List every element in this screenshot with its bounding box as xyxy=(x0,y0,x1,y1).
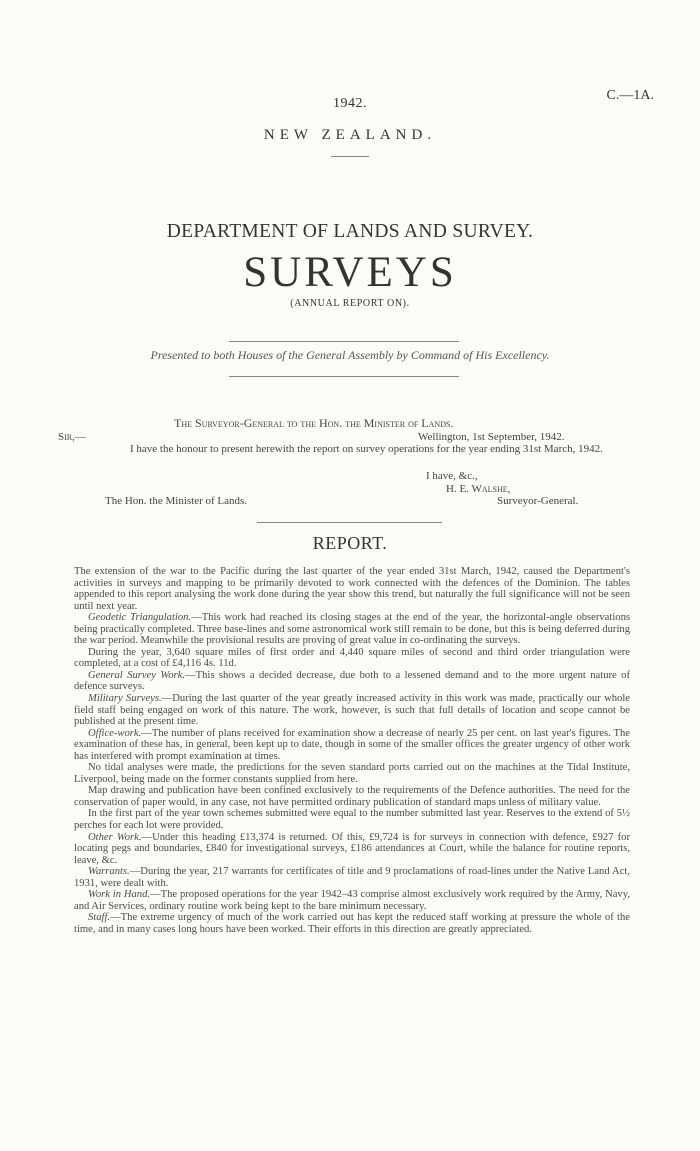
report-heading: REPORT. xyxy=(312,533,388,553)
salutation: Sir,— xyxy=(58,431,86,443)
title-rule-top xyxy=(229,341,459,342)
report-year: 1942. xyxy=(333,96,367,111)
paper-code: C.—1A. xyxy=(606,88,654,103)
addressee: The Hon. the Minister of Lands. xyxy=(105,495,248,507)
report-paragraph xyxy=(74,612,630,647)
paragraph-lead: Office-work. xyxy=(88,727,142,739)
report-paragraph xyxy=(74,566,630,612)
report-body xyxy=(74,566,630,936)
report-paragraph xyxy=(74,785,630,808)
letter-closing: I have, &c., xyxy=(426,470,478,482)
letter-body: I have the honour to present herewith the report on survey operations for the year ending 31st March, 1942. xyxy=(130,443,603,455)
presentation-line: Presented to both Houses of the General Assembly by Command of His Excellency. xyxy=(150,348,550,362)
report-paragraph xyxy=(74,647,630,670)
paragraph-lead: Geodetic Triangulation. xyxy=(88,612,192,624)
report-paragraph xyxy=(74,693,630,728)
paragraph-lead: Warrants. xyxy=(88,866,130,878)
short-rule xyxy=(331,156,369,157)
paragraph-text: —Under this heading £13,374 is returned. Of this, £9,724 is for surveys in connection with defence, £927 for locating pegs and boundaries, £840 for investigational surveys, £186 attendances at Court, while the balance for routine reports, leave, &c. xyxy=(74,831,630,866)
report-paragraph xyxy=(74,808,630,831)
paragraph-text: —This work had reached its closing stages at the end of the year, the horizontal-angle observations being practically completed. Three base-lines and some astronomical work still remain to be done, but this is being deferred during the war period. Meanwhile the provisional results are proving of great value in co-ordinating the surveys. xyxy=(74,612,630,647)
paragraph-text: During the year, 3,640 square miles of first order and 4,440 square miles of second and third order triangulation were completed, at a cost of £4,116 4s. 11d. xyxy=(74,646,630,670)
paragraph-lead: General Survey Work. xyxy=(88,669,186,681)
paragraph-lead: Staff. xyxy=(88,912,111,924)
letter-rule xyxy=(257,522,442,523)
paragraph-text: —The proposed operations for the year 1942–43 comprise almost exclusively work required by the Army, Navy, and Air Services, ordinary routine work being kept to the bare minimum necessary. xyxy=(74,889,630,912)
title-rule-bottom xyxy=(229,376,459,377)
sub-title: (ANNUAL REPORT ON). xyxy=(290,298,410,309)
paragraph-text: —The number of plans received for examination show a decrease of nearly 25 per cent. on last year's figures. The examination of these has, in general, been kept up to date, though in some of the smaller offices the greater urgency of other work has interfered with prompt examination at times. xyxy=(74,727,630,762)
report-paragraph xyxy=(74,670,630,693)
report-paragraph xyxy=(74,728,630,763)
paragraph-text: —The extreme urgency of much of the work carried out has kept the reduced staff working at pressure the whole of the time, and in many cases long hours have been worked. Their efforts in this direction are greatly appreciated. xyxy=(74,912,630,935)
signatory-title: Surveyor-General. xyxy=(497,495,579,507)
letter-heading: The Surveyor-General to the Hon. the Minister of Lands. xyxy=(174,416,454,430)
place-date: Wellington, 1st September, 1942. xyxy=(418,431,565,443)
paragraph-lead: Military Surveys. xyxy=(88,693,162,705)
report-paragraph xyxy=(74,866,630,889)
paragraph-text: No tidal analyses were made, the predictions for the seven standard ports carried out on the machines at the Tidal Institute, Liverpool, being made on the former constants supplied from here. xyxy=(74,762,630,785)
paragraph-text: The extension of the war to the Pacific during the last quarter of the year ended 31st March, 1942, caused the Department's activities in surveys and mapping to be primarily devoted to work connected with the defences of the Dominion. The tables appended to this report analysing the work done during the year show this trend, but naturally the full significance will not be seen until next year. xyxy=(74,566,630,612)
report-paragraph xyxy=(74,832,630,867)
paragraph-text: In the first part of the year town schemes submitted were equal to the number submitted last year. Reserves to the extend of 5½ perches for each lot were provided. xyxy=(74,808,630,832)
signatory: H. E. Walshe, xyxy=(446,483,511,495)
report-paragraph xyxy=(74,762,630,785)
country-name: NEW ZEALAND. xyxy=(263,127,437,143)
paragraph-text: —During the year, 217 warrants for certificates of title and 9 proclamations of road-lines under the Native Land Act, 1931, were dealt with. xyxy=(74,866,630,889)
department-title: DEPARTMENT OF LANDS AND SURVEY. xyxy=(166,221,534,242)
paragraph-text: —This shows a decided decrease, due both to a lessened demand and to the more urgent nature of defence surveys. xyxy=(74,669,630,693)
paragraph-text: Map drawing and publication have been confined exclusively to the requirements of the Defence authorities. The need for the conservation of paper would, in any case, not have permitted ordinary publication of standard maps unless of military value. xyxy=(74,785,630,808)
report-paragraph xyxy=(74,889,630,912)
main-title: SURVEYS xyxy=(243,249,457,296)
paragraph-text: —During the last quarter of the year greatly increased activity in this work was made, practically our whole field staff being engaged on work of this nature. The work, however, is such that full details of location and scope cannot be published at the present time. xyxy=(74,693,630,728)
report-paragraph xyxy=(74,912,630,935)
paragraph-lead: Work in Hand. xyxy=(88,889,151,901)
paragraph-lead: Other Work. xyxy=(88,831,142,843)
